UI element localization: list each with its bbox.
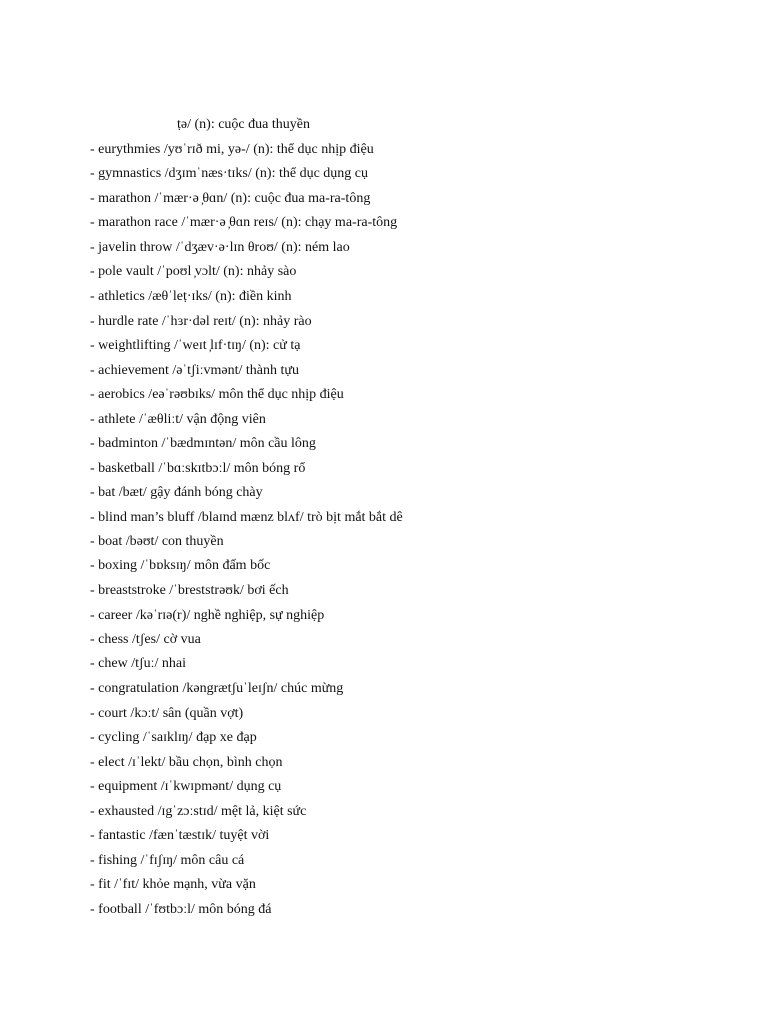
vocab-entry-weightlifting: - weightlifting /ˈweɪt ̦lɪf·tɪŋ/ (n): cử tạ (90, 338, 301, 353)
vocab-entry-javelin-throw: - javelin throw /ˈdʒæv·ə·lɪn θroʊ/ (n): ném lao (90, 240, 350, 255)
vocab-entry-achievement: - achievement /əˈtʃiːvmənt/ thành tựu (90, 363, 299, 378)
vocab-entry-eurythmies: - eurythmies /yʊˈrɪð mi, yə-/ (n): thể dục nhịp điệu (90, 142, 374, 157)
continued-entry-fragment: ṭə/ (n): cuộc đua thuyền (177, 117, 310, 132)
vocab-entry-boxing: - boxing /ˈbɒksɪŋ/ môn đấm bốc (90, 558, 271, 573)
vocab-entry-marathon: - marathon /ˈmær·ə ̦θɑn/ (n): cuộc đua ma-ra-tông (90, 191, 371, 206)
vocab-entry-football: - football /ˈfʊtbɔːl/ môn bóng đá (90, 902, 272, 917)
vocab-entry-fishing: - fishing /ˈfɪʃɪŋ/ môn câu cá (90, 853, 245, 868)
vocab-entry-court: - court /kɔːt/ sân (quần vợt) (90, 706, 244, 721)
vocab-entry-basketball: - basketball /ˈbɑːskɪtbɔːl/ môn bóng rổ (90, 461, 306, 476)
vocab-entry-athlete: - athlete /ˈæθliːt/ vận động viên (90, 412, 266, 427)
vocab-entry-cycling: - cycling /ˈsaɪklɪŋ/ đạp xe đạp (90, 730, 257, 745)
vocab-entry-marathon-race: - marathon race /ˈmær·ə ̦θɑn reɪs/ (n): chạy ma-ra-tông (90, 215, 398, 230)
vocab-entry-congratulation: - congratulation /kəngrætʃuˈleɪʃn/ chúc mừng (90, 681, 344, 696)
vocab-entry-gymnastics: - gymnastics /dʒɪmˈnæs·tɪks/ (n): thể dục dụng cụ (90, 166, 369, 181)
vocab-entry-athletics: - athletics /æθˈleṭ·ɪks/ (n): điền kinh (90, 289, 292, 304)
vocab-entry-hurdle-rate: - hurdle rate /ˈhɜr·dəl reɪt/ (n): nhảy rào (90, 314, 312, 329)
vocab-entry-chew: - chew /tʃuː/ nhai (90, 656, 187, 671)
vocab-entry-chess: - chess /tʃes/ cờ vua (90, 632, 201, 647)
vocab-entry-fit: - fit /ˈfɪt/ khỏe mạnh, vừa vặn (90, 877, 256, 892)
vocab-entry-fantastic: - fantastic /fænˈtæstɪk/ tuyệt vời (90, 828, 270, 843)
vocab-entry-pole-vault: - pole vault /ˈpoʊl ̦vɔlt/ (n): nhảy sào (90, 264, 297, 279)
vocab-entry-equipment: - equipment /ɪˈkwɪpmənt/ dụng cụ (90, 779, 282, 794)
vocab-entry-boat: - boat /bəʊt/ con thuyền (90, 534, 224, 549)
vocab-entry-breaststroke: - breaststroke /ˈbreststrəʊk/ bơi ếch (90, 583, 289, 598)
vocab-entry-bat: - bat /bæt/ gậy đánh bóng chày (90, 485, 263, 500)
vocab-entry-career: - career /kəˈrɪə(r)/ nghề nghiệp, sự nghiệp (90, 608, 325, 623)
vocab-entry-badminton: - badminton /ˈbædmɪntən/ môn cầu lông (90, 436, 316, 451)
vocab-entry-blind-mans-bluff: - blind man’s bluff /blaɪnd mænz blʌf/ trò bịt mắt bắt dê (90, 510, 403, 525)
vocab-entry-aerobics: - aerobics /eəˈrəʊbɪks/ môn thể dục nhịp điệu (90, 387, 344, 402)
vocab-entry-elect: - elect /ɪˈlekt/ bầu chọn, bình chọn (90, 755, 283, 770)
vocab-entry-exhausted: - exhausted /ɪgˈzɔːstɪd/ mệt lả, kiệt sức (90, 804, 307, 819)
